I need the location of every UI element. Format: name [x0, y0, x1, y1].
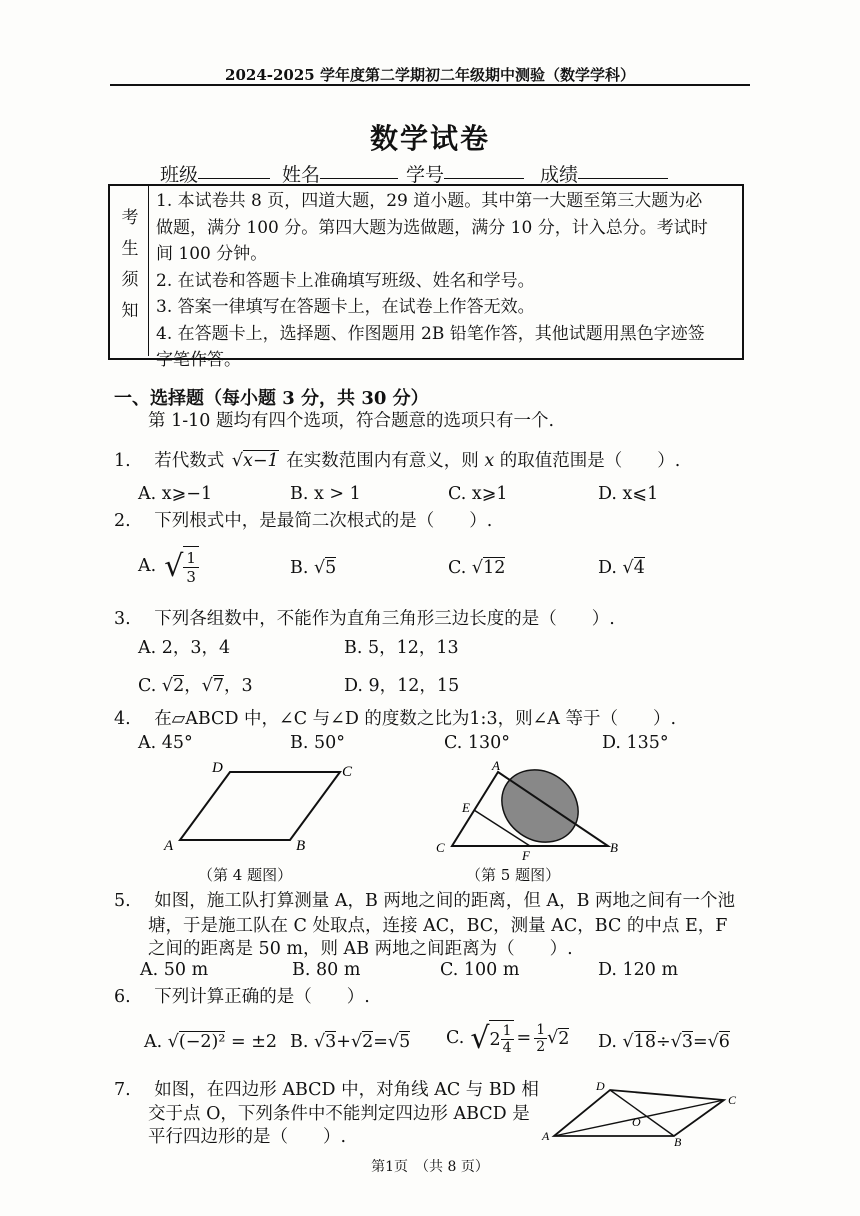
- question-text: 下列计算正确的是（ ）.: [154, 987, 370, 1007]
- vertex-label: O: [632, 1115, 641, 1129]
- figure-5-pond: [430, 760, 630, 870]
- question-text: 平行四边形的是（ ）.: [148, 1127, 347, 1147]
- question-text: 的取值范围是（ ）.: [499, 451, 681, 471]
- question-text: 之间的距离是 50 m，则 AB 两地之间距离为（ ）.: [148, 939, 573, 959]
- option-c[interactable]: C. 130°: [444, 733, 511, 753]
- sqrt-expression: √x−1: [231, 451, 279, 471]
- option-d[interactable]: D. √4: [598, 558, 645, 578]
- notice-line: 1. 本试卷共 8 页，四道大题，29 道小题。其中第一大题至第三大题为必: [156, 191, 703, 211]
- vertex-label: B: [674, 1135, 682, 1149]
- vertex-label: E: [462, 800, 470, 815]
- vertex-label: C: [436, 840, 445, 855]
- notice-body: [156, 188, 736, 374]
- page-header: 2024-2025 学年度第二学期初二年级期中测验（数学学科）: [225, 66, 635, 84]
- option-b[interactable]: B. 5，12，13: [344, 638, 459, 658]
- vertex-label: F: [522, 848, 530, 863]
- notice-label: 考生须知: [108, 184, 149, 356]
- field-label-name: 姓名: [282, 164, 321, 186]
- page-title: 数学试卷: [369, 122, 490, 155]
- vertex-label: D: [212, 760, 223, 776]
- figure-7-quadrilateral: [540, 1080, 750, 1150]
- option-b[interactable]: B. √3+√2=√5: [290, 1032, 411, 1052]
- notice-line: 2. 在试卷和答题卡上准确填写班级、姓名和学号。: [156, 270, 535, 291]
- vertex-label: B: [610, 840, 618, 855]
- option-d[interactable]: D. 135°: [602, 733, 669, 753]
- variable: x: [484, 451, 495, 471]
- vertex-label: D: [596, 1079, 605, 1093]
- class-blank[interactable]: [198, 160, 270, 179]
- notice-line: 间 100 分钟。: [156, 244, 268, 264]
- option-a[interactable]: A. 45°: [138, 733, 193, 753]
- question-text: 下列根式中，是最简二次根式的是（ ）.: [154, 511, 493, 531]
- id-blank[interactable]: [444, 160, 524, 179]
- question-number: 3.: [114, 609, 131, 629]
- option-a[interactable]: A. 2，3，4: [138, 638, 231, 658]
- option-b[interactable]: B. 80 m: [292, 960, 361, 980]
- vertex-label: A: [164, 838, 174, 854]
- option-c[interactable]: C. √ 2 1 4 = $\frac{1}{2}$ √ 2: [446, 1020, 570, 1056]
- section-title: 一、选择题（每小题 3 分，共 30 分）: [114, 388, 429, 409]
- name-blank[interactable]: [320, 160, 398, 179]
- field-label-id: 学号: [406, 164, 445, 186]
- figure-5-caption: （第 5 题图）: [466, 866, 561, 884]
- question-text: 下列各组数中，不能作为直角三角形三边长度的是（ ）.: [154, 609, 615, 629]
- pond-ellipse: [488, 755, 593, 857]
- question-6: [114, 984, 370, 1010]
- vertex-label: A: [492, 758, 500, 773]
- figure-4-caption: （第 4 题图）: [198, 866, 293, 884]
- quadrilateral-abcd: [554, 1090, 724, 1136]
- question-text: 在▱ABCD 中，∠C 与∠D 的度数之比为1:3，则∠A 等于（ ）.: [154, 709, 677, 729]
- notice-line: 3. 答案一律填写在答题卡上，在试卷上作答无效。: [156, 297, 535, 317]
- vertex-label: A: [542, 1129, 550, 1143]
- question-4: [114, 706, 676, 732]
- figure-4-parallelogram: [160, 758, 360, 858]
- question-text: 交于点 O，下列条件中不能判定四边形 ABCD 是: [148, 1104, 530, 1124]
- question-text: 若代数式: [154, 451, 225, 471]
- question-number: 6.: [114, 987, 131, 1007]
- question-text: 如图，在四边形 ABCD 中，对角线 AC 与 BD 相: [154, 1080, 539, 1100]
- question-2: [114, 508, 492, 534]
- option-c[interactable]: C. √2，√7，3: [138, 676, 253, 696]
- question-text: 塘，于是施工队在 C 处取点，连接 AC，BC，测量 AC，BC 的中点 E，F: [148, 916, 728, 936]
- question-number: 4.: [114, 709, 131, 729]
- parallelogram-shape: [180, 772, 340, 840]
- section-subtitle: 第 1-10 题均有四个选项，符合题意的选项只有一个.: [148, 411, 555, 431]
- option-d[interactable]: D. 9，12，15: [344, 676, 460, 696]
- vertex-label: C: [342, 764, 353, 780]
- question-text: 在实数范围内有意义，则: [286, 451, 479, 471]
- vertex-label: C: [728, 1093, 737, 1107]
- option-a[interactable]: A. √ 1 3: [138, 546, 199, 586]
- question-3: [114, 606, 615, 632]
- page-footer: 第1页 （共 8 页）: [371, 1159, 489, 1175]
- option-c[interactable]: C. 100 m: [440, 960, 520, 980]
- header-rule: [110, 84, 750, 86]
- option-a[interactable]: A. x⩾−1: [138, 484, 213, 504]
- question-text: 如图，施工队打算测量 A，B 两地之间的距离，但 A，B 两地之间有一个池: [154, 891, 736, 911]
- option-d[interactable]: D. 120 m: [598, 960, 679, 980]
- question-1: [114, 448, 680, 474]
- option-b[interactable]: B. 50°: [290, 733, 346, 753]
- question-number: 5.: [114, 891, 131, 911]
- field-label-class: 班级: [160, 164, 199, 186]
- option-b[interactable]: B. x > 1: [290, 484, 361, 504]
- option-c[interactable]: C. √12: [448, 558, 506, 578]
- notice-line: 做题，满分 100 分。第四大题为选做题，满分 10 分，计入总分。考试时: [156, 217, 708, 238]
- option-a[interactable]: A. √(−2)² = ±2: [144, 1032, 277, 1052]
- question-number: 7.: [114, 1080, 131, 1100]
- question-number: 2.: [114, 511, 131, 531]
- score-blank[interactable]: [578, 160, 668, 179]
- vertex-label: B: [296, 838, 306, 854]
- option-d[interactable]: D. √18÷√3=√6: [598, 1032, 730, 1052]
- question-number: 1.: [114, 451, 131, 471]
- option-b[interactable]: B. √5: [290, 558, 337, 578]
- notice-line: 字笔作答。: [156, 350, 241, 370]
- question-7: [114, 1077, 539, 1103]
- notice-line: 4. 在答题卡上，选择题、作图题用 2B 铅笔作答，其他试题用黑色字迹签: [156, 323, 705, 344]
- option-c[interactable]: C. x⩾1: [448, 484, 508, 504]
- option-a[interactable]: A. 50 m: [140, 960, 209, 980]
- field-label-score: 成绩: [540, 164, 579, 186]
- student-info-fields: [160, 160, 760, 187]
- option-d[interactable]: D. x⩽1: [598, 484, 659, 504]
- question-5: [114, 888, 735, 914]
